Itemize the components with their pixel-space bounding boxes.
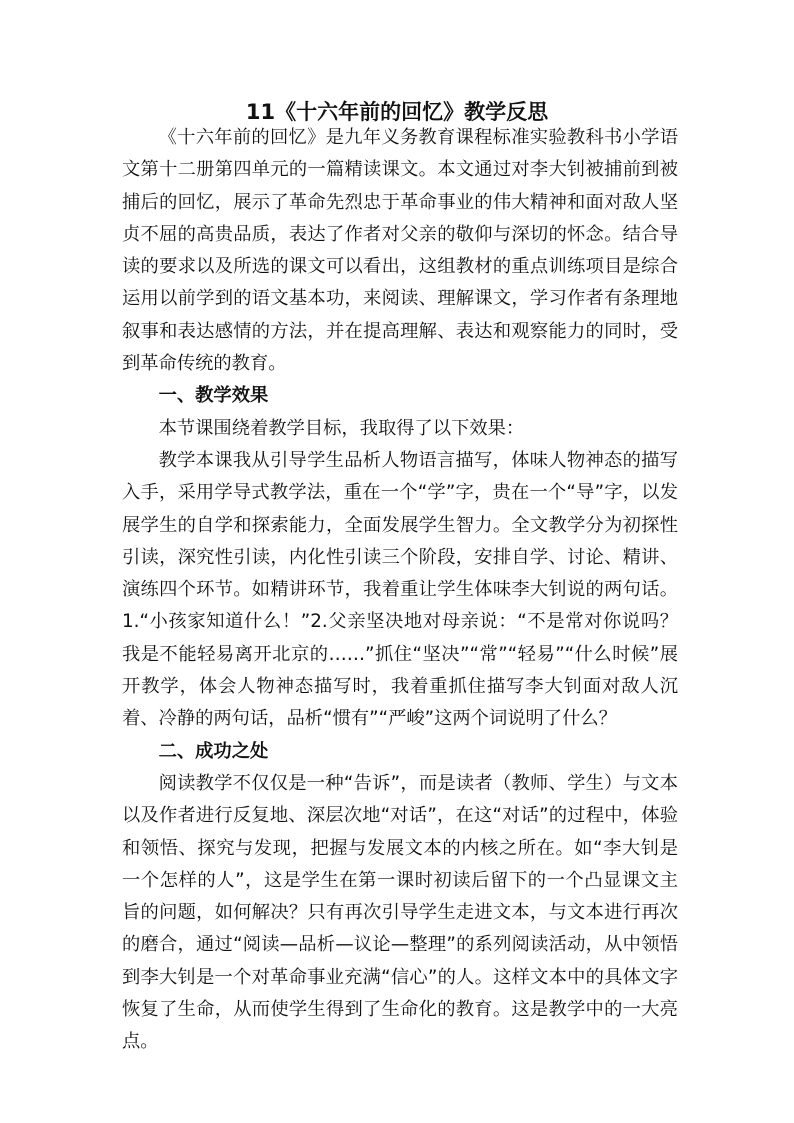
document-body bbox=[122, 122, 678, 1059]
paragraph: 阅读教学不仅仅是一种“告诉”，而是读者（教师、学生）与文本以及作者进行反复地、深层次地“对话”，在这“对话”的过程中，体验和领悟、探究与发现，把握与发展文本的内核之所在。如“李大钊是一个怎样的人”，这是学生在第一课时初读后留下的一个凸显课文主旨的问题，如何解决？只有再次引导学生走进文本，与文本进行再次的磨合，通过“阅读—品析—议论—整理”的系列阅读活动，从中领悟到李大钊是一个对革命事业充满“信心”的人。这样文本中的具体文字恢复了生命，从而使学生得到了生命化的教育。这是教学中的一大亮点。 bbox=[122, 772, 678, 1053]
section-heading-success: 二、成功之处 bbox=[158, 740, 269, 762]
paragraph: 本节课围绕着教学目标，我取得了以下效果： bbox=[158, 417, 525, 439]
intro-paragraph: 《十六年前的回忆》是九年义务教育课程标准实验教科书小学语文第十二册第四单元的一篇精读课文。本文通过对李大钊被捕前到被捕后的回忆，展示了革命先烈忠于革命事业的伟大精神和面对敌人坚贞不屈的高贵品质，表达了作者对父亲的敬仰与深切的怀念。结合导读的要求以及所选的课文可以看出，这组教材的重点训练项目是综合运用以前学到的语文基本功，来阅读、理解课文，学习作者有条理地叙事和表达感情的方法，并在提高理解、表达和观察能力的同时，受到革命传统的教育。 bbox=[122, 127, 678, 375]
document-title: 11《十六年前的回忆》教学反思 bbox=[245, 100, 549, 124]
section-heading-teaching-effect: 一、教学效果 bbox=[158, 385, 269, 407]
paragraph: 教学本课我从引导学生品析人物语言描写，体味人物神态的描写入手，采用学导式教学法，重在一个“学”字，贵在一个“导”字，以发展学生的自学和探索能力，全面发展学生智力。全文教学分为初探性引读，深究性引读，内化性引读三个阶段，安排自学、讨论、精讲、演练四个环节。如精讲环节，我着重让学生体味李大钊说的两句话。1.“小孩家知道什么！”2.父亲坚决地对母亲说：“不是常对你说吗？我是不能轻易离开北京的……”抓住“坚决”“常”“轻易”“什么时候”展开教学，体会人物神态描写时，我着重抓住描写李大钊面对敌人沉着、冷静的两句话，品析“惯有”“严峻”这两个词说明了什么？ bbox=[122, 449, 678, 730]
